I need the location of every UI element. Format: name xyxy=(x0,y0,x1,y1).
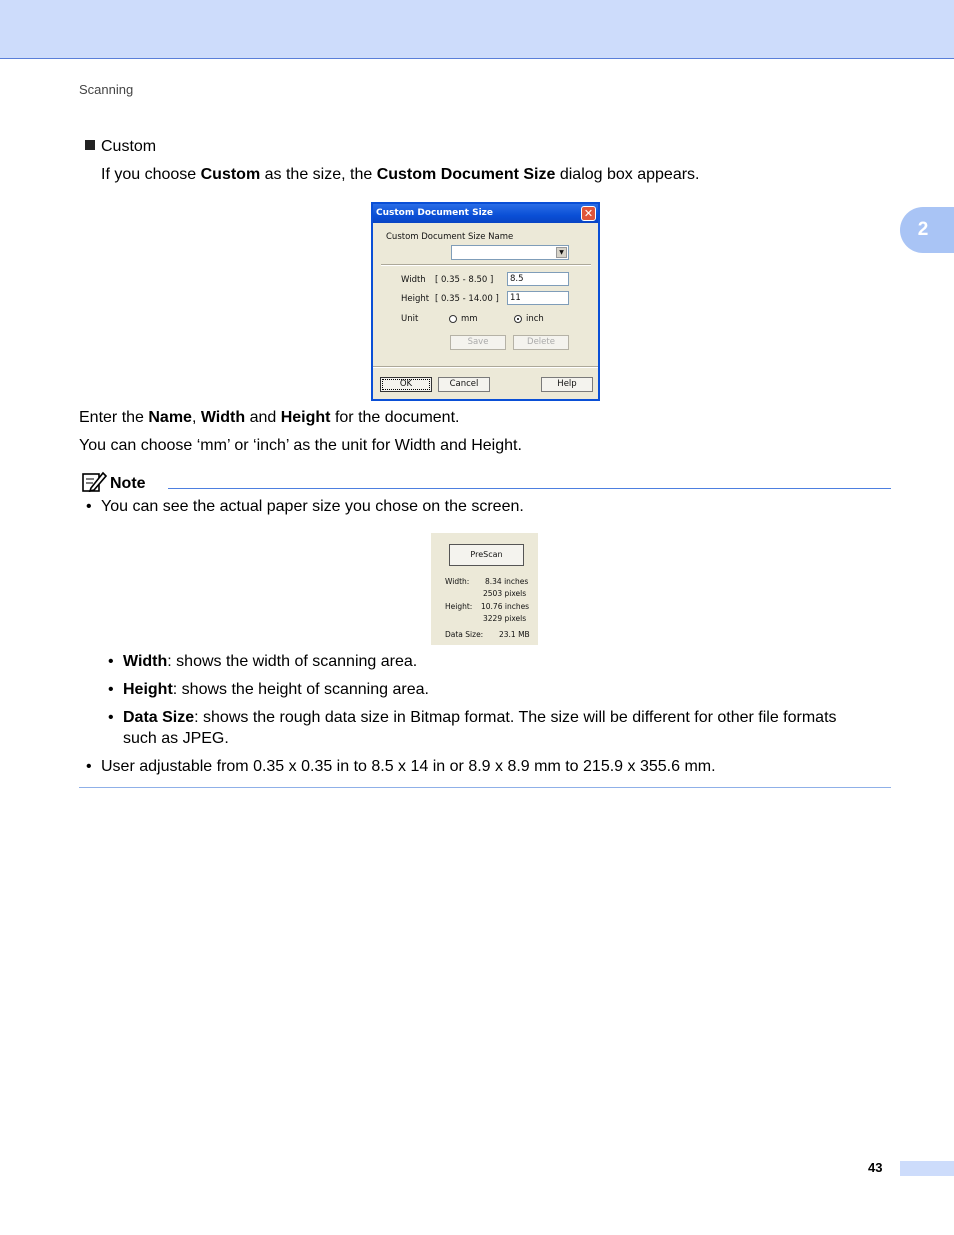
note-bullet-1: • You can see the actual paper size you chose on the screen. xyxy=(86,498,524,515)
divider xyxy=(381,264,591,266)
height-range: [ 0.35 - 14.00 ] xyxy=(435,294,499,304)
dialog-title: Custom Document Size xyxy=(376,208,493,218)
header-band xyxy=(0,0,954,59)
prescan-height-label: Height: xyxy=(445,602,473,611)
custom-heading: Custom xyxy=(85,137,156,157)
close-icon[interactable]: ✕ xyxy=(581,206,596,221)
name-label: Custom Document Size Name xyxy=(386,232,514,242)
note-rule xyxy=(168,488,891,489)
name-combobox[interactable] xyxy=(451,245,569,260)
note-pencil-icon xyxy=(81,470,107,494)
note-end-rule xyxy=(79,787,891,788)
prescan-height-inches: 10.76 inches xyxy=(481,602,530,611)
unit-label: Unit xyxy=(401,314,419,324)
help-button[interactable]: Help xyxy=(541,377,593,392)
running-header: Scanning xyxy=(79,82,134,97)
height-input[interactable]: 11 xyxy=(507,291,569,305)
intro-paragraph: If you choose Custom as the size, the Custom Document Size dialog box appears. xyxy=(101,166,700,183)
unit-inch-radio[interactable] xyxy=(514,315,522,323)
square-bullet-icon xyxy=(85,140,95,150)
note-title: Note xyxy=(110,475,146,492)
prescan-width-label: Width: xyxy=(445,577,470,586)
height-label: Height xyxy=(401,294,430,304)
width-input[interactable]: 8.5 xyxy=(507,272,569,286)
width-label: Width xyxy=(401,275,426,285)
enter-paragraph: Enter the Name, Width and Height for the document. xyxy=(79,409,460,426)
prescan-width-pixels: 2503 pixels xyxy=(483,589,527,598)
unit-inch-label: inch xyxy=(526,314,544,324)
sub-bullet-data-size: • Data Size: shows the rough data size in Bitmap format. The size will be different for other file formats xyxy=(108,709,837,726)
sub-bullet-width: • Width: shows the width of scanning area. xyxy=(108,653,418,670)
sub-bullet-height: • Height: shows the height of scanning area. xyxy=(108,681,429,698)
width-range: [ 0.35 - 8.50 ] xyxy=(435,275,494,285)
unit-mm-radio[interactable] xyxy=(449,315,457,323)
delete-button[interactable]: Delete xyxy=(513,335,569,350)
prescan-button[interactable]: PreScan xyxy=(449,544,524,566)
chapter-tab: 2 xyxy=(900,207,954,253)
divider xyxy=(373,366,598,368)
prescan-data-value: 23.1 MB xyxy=(499,630,530,639)
note-bullet-2: • User adjustable from 0.35 x 0.35 in to 8.5 x 14 in or 8.9 x 8.9 mm to 215.9 x 355.6 mm. xyxy=(86,758,716,775)
unit-mm-label: mm xyxy=(461,314,478,324)
page-tab xyxy=(900,1161,954,1176)
save-button[interactable]: Save xyxy=(450,335,506,350)
sub-bullet-data-size-continued: such as JPEG. xyxy=(123,730,229,747)
custom-document-size-dialog xyxy=(371,202,600,401)
chevron-down-icon[interactable]: ▼ xyxy=(556,247,567,258)
prescan-height-pixels: 3229 pixels xyxy=(483,614,527,623)
prescan-data-label: Data Size: xyxy=(445,630,484,639)
cancel-button[interactable]: Cancel xyxy=(438,377,490,392)
ok-button[interactable]: OK xyxy=(380,377,432,392)
unit-paragraph: You can choose ‘mm’ or ‘inch’ as the unit for Width and Height. xyxy=(79,437,522,454)
prescan-panel xyxy=(431,533,538,645)
dialog-title-bar xyxy=(373,204,598,223)
prescan-width-inches: 8.34 inches xyxy=(485,577,529,586)
page-number: 43 xyxy=(868,1160,883,1175)
